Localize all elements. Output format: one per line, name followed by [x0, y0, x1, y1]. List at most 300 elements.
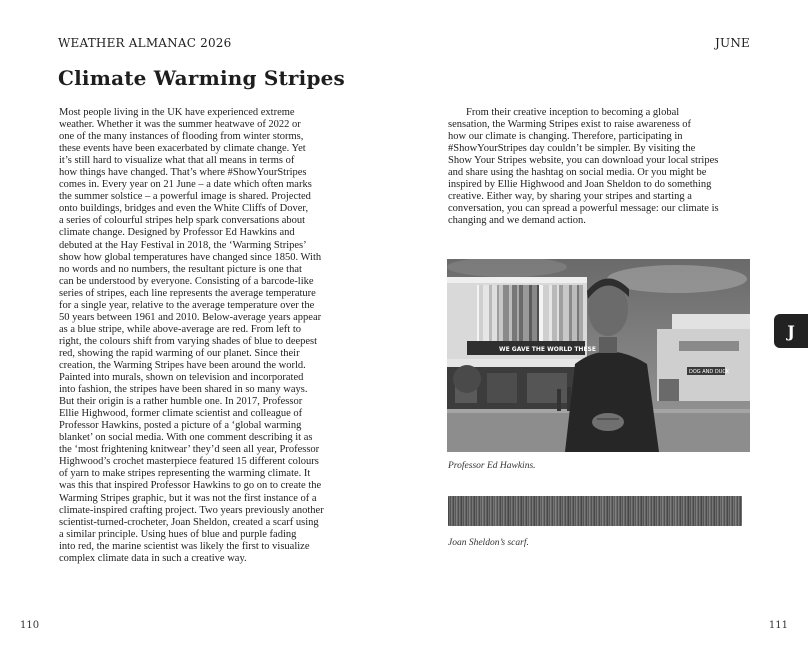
- scarf-stripe: [722, 496, 723, 526]
- text-line: Painted into murals, shown on television and incorporated: [59, 372, 304, 384]
- scarf-stripe: [688, 496, 689, 526]
- scarf-stripe: [628, 496, 629, 526]
- scarf-stripe: [532, 496, 533, 526]
- scarf-stripe: [476, 496, 477, 526]
- scarf-stripe: [734, 496, 735, 526]
- scarf-stripe: [624, 496, 625, 526]
- building-stripe: [563, 285, 569, 341]
- scarf-stripe: [653, 496, 654, 526]
- scarf-stripe: [578, 496, 579, 526]
- scarf-stripe: [534, 496, 535, 526]
- text-line: right, the colours shift from varying shades of blue to deepest: [59, 335, 318, 347]
- scarf-stripe: [712, 496, 713, 526]
- scarf-stripe: [469, 496, 470, 526]
- scarf-stripe: [662, 496, 663, 526]
- scarf-stripe: [614, 496, 615, 526]
- scarf-stripe: [500, 496, 501, 526]
- scarf-stripe: [545, 496, 546, 526]
- scarf-stripe: [650, 496, 651, 526]
- scarf-stripe: [571, 496, 572, 526]
- scarf-stripe: [605, 496, 606, 526]
- text-line: creative. Either way, by sharing your stripes and starting a: [448, 191, 692, 203]
- scarf-stripe: [617, 496, 618, 526]
- scarf-stripe: [679, 496, 680, 526]
- text-line: no words and no numbers, the resultant picture is one that: [59, 263, 302, 275]
- scarf-stripe: [520, 496, 521, 526]
- scarf-stripe: [572, 496, 573, 526]
- text-line: how our climate is changing. Therefore, participating in: [448, 131, 683, 143]
- scarf-stripe: [566, 496, 567, 526]
- text-line: creation, the Warming Stripes have been around the world.: [59, 359, 306, 371]
- scarf-stripe: [601, 496, 602, 526]
- scarf-stripe: [480, 496, 481, 526]
- scarf-stripe: [458, 496, 459, 526]
- scarf-image: [448, 496, 742, 526]
- scarf-stripe: [486, 496, 487, 526]
- scarf-stripe: [646, 496, 647, 526]
- text-line: comes in. Every year on 21 June – a date which often marks: [59, 179, 312, 191]
- scarf-stripe: [454, 496, 455, 526]
- scarf-stripe: [581, 496, 582, 526]
- text-line: debuted at the Hay Festival in 2018, the ‘Warming Stripes’: [59, 239, 307, 251]
- scarf-stripe: [709, 496, 710, 526]
- scarf-stripe: [705, 496, 706, 526]
- scarf-stripe: [546, 496, 547, 526]
- scarf-stripe: [575, 496, 576, 526]
- scarf-stripe: [599, 496, 600, 526]
- text-line: and share using the hashtag on social media. Or you might be: [448, 167, 707, 179]
- scarf-stripe: [567, 496, 568, 526]
- text-line: blanket’ on social media. With one comment describing it as: [59, 432, 313, 444]
- scarf-stripe: [516, 496, 517, 526]
- text-line: weather. Whether it was the summer heatwave of 2022 or: [59, 119, 301, 131]
- text-line: a series of colourful stripes help spark conversations about: [59, 215, 306, 227]
- scarf-stripe: [576, 496, 577, 526]
- scarf-stripe: [487, 496, 488, 526]
- scarf-stripe: [735, 496, 736, 526]
- text-line: was this that inspired Professor Hawkins to go on to create the: [59, 480, 322, 492]
- scarf-stripe: [730, 496, 731, 526]
- scarf-stripe: [587, 496, 588, 526]
- scarf-stripe: [586, 496, 587, 526]
- scarf-stripe: [703, 496, 704, 526]
- text-line: conversation, you can spread a powerful message: our climate is: [448, 203, 719, 215]
- scarf-stripe: [565, 496, 566, 526]
- building-stripe: [539, 285, 543, 341]
- scarf-stripe: [623, 496, 624, 526]
- scarf-stripe: [684, 496, 685, 526]
- scarf-stripe: [634, 496, 635, 526]
- scarf-stripe: [553, 496, 554, 526]
- scarf-stripe: [524, 496, 525, 526]
- text-line: Most people living in the UK have experienced extreme: [59, 107, 295, 118]
- scarf-stripe: [453, 496, 454, 526]
- building-stripe: [492, 285, 497, 341]
- text-line: the ‘most frightening knitwear’ they’d seen all year, Professor: [59, 444, 320, 456]
- scarf-stripe: [489, 496, 490, 526]
- scarf-stripe: [478, 496, 479, 526]
- scarf-stripe: [468, 496, 469, 526]
- scarf-stripe: [563, 496, 564, 526]
- scarf-stripe: [512, 496, 513, 526]
- text-line: climate change. Designed by Professor Ed Hawkins and: [59, 227, 295, 239]
- scarf-stripe: [484, 496, 485, 526]
- scarf-stripe: [577, 496, 578, 526]
- scarf-stripe: [448, 496, 449, 526]
- scarf-stripe: [651, 496, 652, 526]
- scarf-stripe: [449, 496, 450, 526]
- building-stripe: [517, 285, 519, 341]
- scarf-stripe: [631, 496, 632, 526]
- scarf-stripe: [537, 496, 538, 526]
- scarf-stripe: [523, 496, 524, 526]
- scarf-stripe: [544, 496, 545, 526]
- text-line: #ShowYourStripes day couldn’t be simpler. By visiting the: [448, 143, 696, 155]
- scarf-stripe: [588, 496, 589, 526]
- scarf-stripe: [707, 496, 708, 526]
- scarf-stripe: [481, 496, 482, 526]
- text-line: onto buildings, bridges and even the White Cliffs of Dover,: [59, 203, 309, 215]
- building-stripe: [579, 285, 583, 341]
- scarf-stripe: [706, 496, 707, 526]
- scarf-stripe: [593, 496, 594, 526]
- building-stripe: [489, 285, 492, 341]
- scarf-stripe: [530, 496, 531, 526]
- scarf-stripe: [451, 496, 452, 526]
- scarf-stripe: [732, 496, 733, 526]
- scarf-stripe: [550, 496, 551, 526]
- scarf-stripe: [710, 496, 711, 526]
- scarf-stripe: [718, 496, 719, 526]
- scarf-stripe: [527, 496, 528, 526]
- scarf-stripe: [482, 496, 483, 526]
- scarf-stripe: [450, 496, 451, 526]
- photo-caption: Professor Ed Hawkins.: [448, 461, 536, 471]
- scarf-stripe: [711, 496, 712, 526]
- scarf-stripe: [551, 496, 552, 526]
- scarf-stripe: [701, 496, 702, 526]
- scarf-stripe: [533, 496, 534, 526]
- text-line: one of the many instances of flooding from winter storms,: [59, 131, 304, 143]
- scarf-stripe: [642, 496, 643, 526]
- building-stripe: [523, 285, 529, 341]
- scarf-stripe: [526, 496, 527, 526]
- scarf-stripe: [494, 496, 495, 526]
- scarf-stripe: [490, 496, 491, 526]
- text-line: into fashion, the stripes have been shared in so many ways.: [59, 384, 308, 396]
- scarf-stripe: [721, 496, 722, 526]
- scarf-stripe: [696, 496, 697, 526]
- scarf-stripe: [606, 496, 607, 526]
- text-line: Show Your Stripes website, you can download your local stripes: [448, 155, 719, 167]
- scarf-stripe: [649, 496, 650, 526]
- scarf-stripe: [573, 496, 574, 526]
- scarf-stripe: [585, 496, 586, 526]
- scarf-stripe: [627, 496, 628, 526]
- scarf-stripe: [619, 496, 620, 526]
- building-stripe: [477, 285, 479, 341]
- scarf-stripe: [665, 496, 666, 526]
- scarf-stripe: [559, 496, 560, 526]
- text-line: 50 years between 1961 and 2010. Below-average years appear: [59, 311, 322, 323]
- scarf-stripe: [470, 496, 471, 526]
- building-stripe: [572, 285, 577, 341]
- scarf-stripe: [529, 496, 530, 526]
- scarf-stripe: [497, 496, 498, 526]
- scarf-stripe: [499, 496, 500, 526]
- scarf-stripe: [670, 496, 671, 526]
- scarf-stripe: [549, 496, 550, 526]
- text-line: as a blue stripe, while above-average are red. From left to: [59, 323, 301, 335]
- scarf-stripe: [505, 496, 506, 526]
- scarf-stripe: [719, 496, 720, 526]
- scarf-stripe: [491, 496, 492, 526]
- scarf-stripe: [612, 496, 613, 526]
- text-line: for a single year, relative to the average temperature over the: [59, 299, 315, 311]
- scarf-stripe: [471, 496, 472, 526]
- scarf-stripe: [570, 496, 571, 526]
- scarf-stripe: [717, 496, 718, 526]
- text-line: changing and we demand action.: [448, 215, 586, 227]
- scarf-stripe: [552, 496, 553, 526]
- scarf-stripe: [654, 496, 655, 526]
- scarf-stripe: [620, 496, 621, 526]
- running-head-left: WEATHER ALMANAC 2026: [58, 36, 232, 50]
- scarf-stripe: [474, 496, 475, 526]
- scarf-stripe: [483, 496, 484, 526]
- scarf-illustration: [448, 496, 742, 526]
- scarf-stripe: [525, 496, 526, 526]
- scarf-stripe: [600, 496, 601, 526]
- text-line: into red, the marine scientist was likely the first to visualize: [59, 540, 310, 552]
- scarf-stripe: [728, 496, 729, 526]
- building-stripe: [483, 285, 489, 341]
- scarf-stripe: [618, 496, 619, 526]
- text-line: Professor Hawkins, posted a picture of a ‘global warming: [59, 420, 302, 432]
- text-line: complex climate data in such a creative way.: [59, 552, 247, 564]
- scarf-stripe: [693, 496, 694, 526]
- scarf-stripe: [727, 496, 728, 526]
- thumb-index-tab: J: [774, 314, 808, 348]
- scarf-stripe: [626, 496, 627, 526]
- text-line: series of stripes, each line represents the average temperature: [59, 287, 316, 299]
- scarf-stripe: [514, 496, 515, 526]
- scarf-stripe: [511, 496, 512, 526]
- scarf-stripe: [636, 496, 637, 526]
- text-line: it’s still hard to visualize what that all means in terms of: [59, 155, 295, 167]
- scarf-stripe: [495, 496, 496, 526]
- scarf-stripe: [715, 496, 716, 526]
- scarf-stripe: [644, 496, 645, 526]
- scarf-stripe: [479, 496, 480, 526]
- building-stripe: [543, 285, 549, 341]
- text-line: But their origin is a rather humble one. In 2017, Professor: [59, 396, 303, 408]
- scarf-stripe: [457, 496, 458, 526]
- text-line: red, showing the rapid warming of our planet. Since their: [59, 347, 300, 359]
- scarf-stripe: [658, 496, 659, 526]
- scarf-stripe: [723, 496, 724, 526]
- building-stripe: [532, 285, 537, 341]
- scarf-stripe: [685, 496, 686, 526]
- scarf-stripe: [460, 496, 461, 526]
- scarf-stripe: [633, 496, 634, 526]
- scarf-stripe: [562, 496, 563, 526]
- scarf-stripe: [737, 496, 738, 526]
- scarf-stripe: [477, 496, 478, 526]
- scarf-stripe: [466, 496, 467, 526]
- text-line: scientist-turned-crocheter, Joan Sheldon, created a scarf using: [59, 516, 319, 528]
- scarf-stripe: [648, 496, 649, 526]
- page-number-left: 110: [20, 620, 40, 631]
- scarf-stripe: [582, 496, 583, 526]
- scarf-stripe: [513, 496, 514, 526]
- scarf-stripe: [455, 496, 456, 526]
- photo-banner-text: WE GAVE THE WORLD THESE: [499, 346, 596, 353]
- scarf-stripe: [583, 496, 584, 526]
- scarf-stripe: [557, 496, 558, 526]
- scarf-stripe: [465, 496, 466, 526]
- scarf-stripe: [673, 496, 674, 526]
- scarf-stripe: [501, 496, 502, 526]
- scarf-stripe: [704, 496, 705, 526]
- scarf-stripe: [682, 496, 683, 526]
- scarf-stripe: [496, 496, 497, 526]
- scarf-stripe: [699, 496, 700, 526]
- scarf-stripe: [736, 496, 737, 526]
- scarf-caption: Joan Sheldon’s scarf.: [448, 538, 529, 548]
- scarf-stripe: [630, 496, 631, 526]
- scarf-stripe: [602, 496, 603, 526]
- scarf-stripe: [708, 496, 709, 526]
- scarf-stripe: [609, 496, 610, 526]
- running-head-right: JUNE: [715, 36, 750, 50]
- scarf-stripe: [560, 496, 561, 526]
- scarf-stripe: [493, 496, 494, 526]
- scarf-stripe: [694, 496, 695, 526]
- scarf-stripe: [621, 496, 622, 526]
- scarf-stripe: [536, 496, 537, 526]
- scarf-stripe: [504, 496, 505, 526]
- scarf-stripe: [664, 496, 665, 526]
- scarf-stripe: [643, 496, 644, 526]
- scarf-stripe: [720, 496, 721, 526]
- building-stripe: [569, 285, 572, 341]
- scarf-stripe: [661, 496, 662, 526]
- scarf-stripe: [548, 496, 549, 526]
- scarf-stripe: [655, 496, 656, 526]
- scarf-stripe: [515, 496, 516, 526]
- scarf-stripe: [729, 496, 730, 526]
- scarf-stripe: [714, 496, 715, 526]
- scarf-stripe: [539, 496, 540, 526]
- scarf-stripe: [625, 496, 626, 526]
- scarf-stripe: [540, 496, 541, 526]
- scarf-stripe: [639, 496, 640, 526]
- scarf-stripe: [660, 496, 661, 526]
- scarf-stripe: [689, 496, 690, 526]
- scarf-stripe: [659, 496, 660, 526]
- text-line: climate-inspired crafting project. Two years previously another: [59, 504, 324, 516]
- scarf-stripe: [509, 496, 510, 526]
- building-stripe: [529, 285, 532, 341]
- scarf-stripe: [541, 496, 542, 526]
- scarf-stripe: [568, 496, 569, 526]
- scarf-stripe: [510, 496, 511, 526]
- scarf-stripe: [488, 496, 489, 526]
- scarf-stripe: [462, 496, 463, 526]
- scarf-stripe: [713, 496, 714, 526]
- scarf-stripe: [528, 496, 529, 526]
- scarf-stripe: [547, 496, 548, 526]
- photo-illustration: [447, 259, 750, 452]
- scarf-stripe: [584, 496, 585, 526]
- scarf-stripe: [598, 496, 599, 526]
- scarf-stripe: [464, 496, 465, 526]
- scarf-stripe: [604, 496, 605, 526]
- scarf-stripe: [738, 496, 739, 526]
- scarf-stripe: [555, 496, 556, 526]
- scarf-stripe: [674, 496, 675, 526]
- scarf-stripe: [522, 496, 523, 526]
- scarf-stripe: [615, 496, 616, 526]
- scarf-stripe: [635, 496, 636, 526]
- scarf-stripe: [611, 496, 612, 526]
- scarf-stripe: [632, 496, 633, 526]
- scarf-stripe: [459, 496, 460, 526]
- scarf-stripe: [700, 496, 701, 526]
- text-line: how things have changed. That’s where #ShowYourStripes: [59, 167, 307, 179]
- scarf-stripe: [657, 496, 658, 526]
- scarf-stripe: [475, 496, 476, 526]
- text-line: Warming Stripes graphic, but it was not the first instance of a: [59, 492, 317, 504]
- scarf-stripe: [666, 496, 667, 526]
- building-stripe: [519, 285, 523, 341]
- scarf-stripe: [561, 496, 562, 526]
- scarf-stripe: [677, 496, 678, 526]
- scarf-stripe: [638, 496, 639, 526]
- scarf-stripe: [613, 496, 614, 526]
- scarf-stripe: [607, 496, 608, 526]
- article-title: Climate Warming Stripes: [58, 66, 346, 90]
- scarf-stripe: [521, 496, 522, 526]
- scarf-stripe: [683, 496, 684, 526]
- building-stripe: [559, 285, 563, 341]
- photo-ed-hawkins: [447, 259, 750, 452]
- scarf-stripe: [671, 496, 672, 526]
- scarf-stripe: [716, 496, 717, 526]
- text-line: inspired by Ellie Highwood and Joan Sheldon to do something: [448, 179, 712, 191]
- scarf-stripe: [519, 496, 520, 526]
- scarf-stripe: [506, 496, 507, 526]
- scarf-stripe: [472, 496, 473, 526]
- building-stripe: [557, 285, 559, 341]
- scarf-stripe: [485, 496, 486, 526]
- scarf-stripe: [542, 496, 543, 526]
- building-stripe: [509, 285, 512, 341]
- scarf-stripe: [590, 496, 591, 526]
- scarf-stripe: [597, 496, 598, 526]
- scarf-stripe: [452, 496, 453, 526]
- scarf-stripe: [595, 496, 596, 526]
- scarf-stripe: [517, 496, 518, 526]
- scarf-stripe: [739, 496, 740, 526]
- text-line: Highwood’s crochet masterpiece featured 15 different colours: [59, 456, 319, 468]
- scarf-stripe: [558, 496, 559, 526]
- building-stripe: [577, 285, 579, 341]
- scarf-stripe: [569, 496, 570, 526]
- scarf-stripe: [498, 496, 499, 526]
- scarf-stripe: [507, 496, 508, 526]
